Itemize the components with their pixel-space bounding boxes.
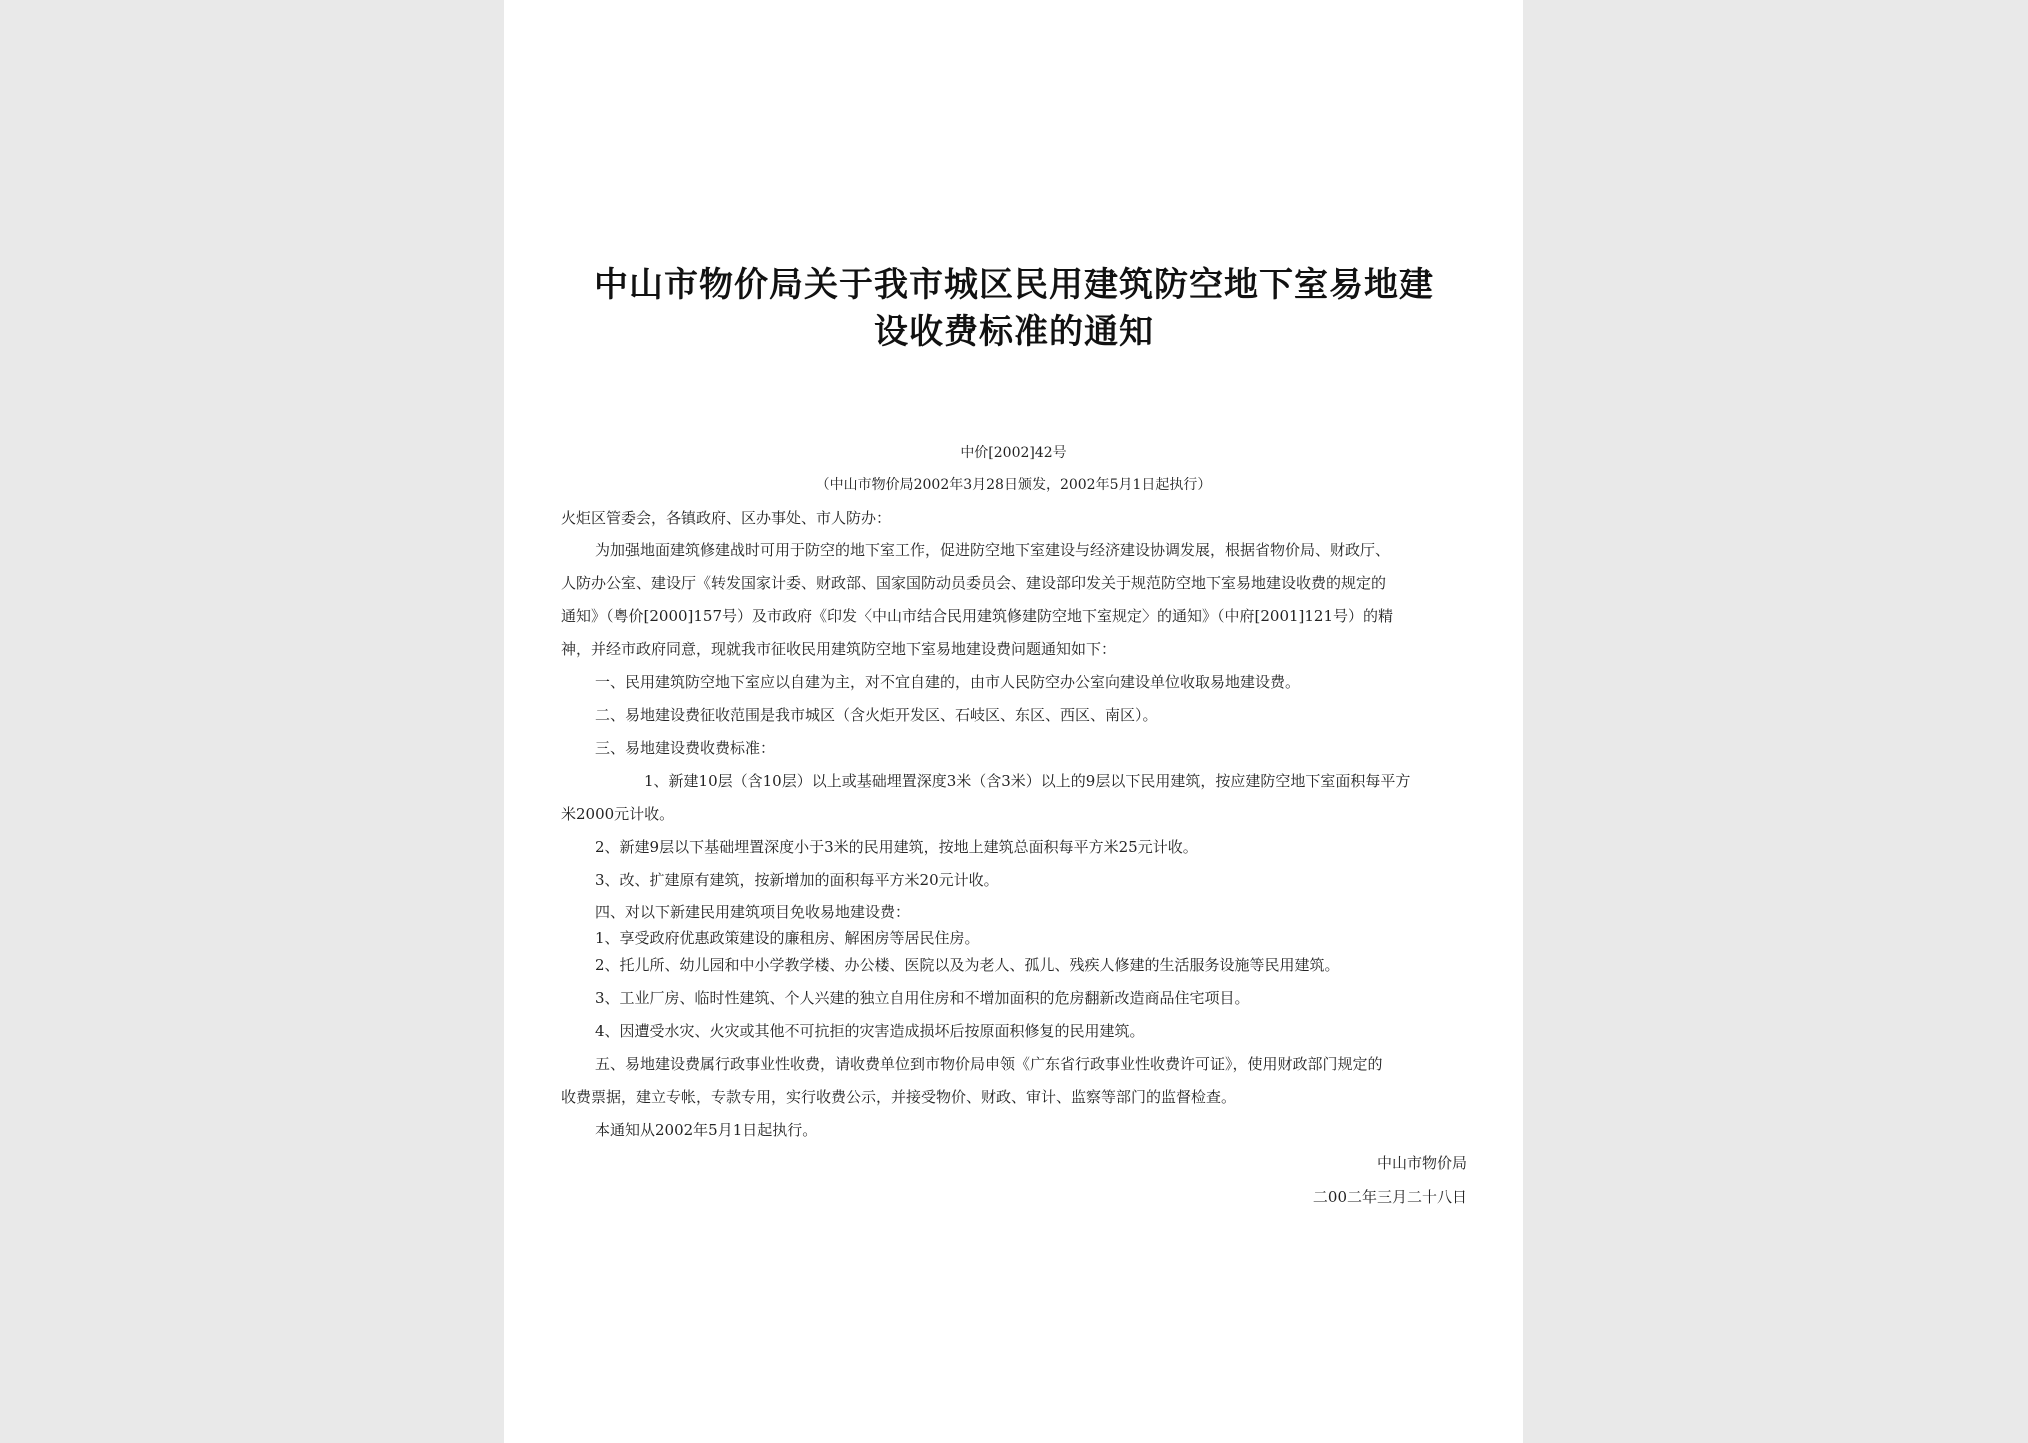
clause-5-line: 收费票据，建立专帐，专款专用，实行收费公示，并接受物价、财政、审计、监察等部门的监督检查。	[561, 1088, 1237, 1106]
clause-2: 二、易地建设费征收范围是我市城区（含火炬开发区、石岐区、东区、西区、南区）。	[595, 706, 1158, 724]
clause-5-line: 五、易地建设费属行政事业性收费，请收费单位到市物价局申领《广东省行政事业性收费许可证》，使用财政部门规定的	[595, 1055, 1383, 1073]
clause-3-3: 3、改、扩建原有建筑，按新增加的面积每平方米20元计收。	[595, 871, 999, 889]
title-line-1: 中山市物价局关于我市城区民用建筑防空地下室易地建	[594, 265, 1434, 305]
preamble-line: 为加强地面建筑修建战时可用于防空的地下室工作，促进防空地下室建设与经济建设协调发展，根据省物价局、财政厅、	[595, 541, 1391, 559]
clause-1: 一、民用建筑防空地下室应以自建为主，对不宜自建的，由市人民防空办公室向建设单位收取易地建设费。	[595, 673, 1301, 691]
clause-4: 四、对以下新建民用建筑项目免收易地建设费：	[595, 903, 911, 921]
preamble-line: 人防办公室、建设厅《转发国家计委、财政部、国家国防动员委员会、建设部印发关于规范防空地下室易地建设收费的规定的	[561, 574, 1387, 592]
preamble-line: 神，并经市政府同意，现就我市征收民用建筑防空地下室易地建设费问题通知如下：	[561, 640, 1117, 658]
document-page	[504, 0, 1523, 1443]
preamble-line: 通知》（粤价[2000]157号）及市政府《印发〈中山市结合民用建筑修建防空地下室规定〉的通知》（中府[2001]121号）的精	[561, 607, 1394, 625]
clause-4-4: 4、因遭受水灾、火灾或其他不可抗拒的灾害造成损坏后按原面积修复的民用建筑。	[595, 1022, 1145, 1040]
effective-date-note: 本通知从2002年5月1日起执行。	[595, 1121, 818, 1139]
clause-3-1-line: 米2000元计收。	[561, 805, 675, 823]
clause-3: 三、易地建设费收费标准：	[595, 739, 776, 757]
clause-4-1: 1、享受政府优惠政策建设的廉租房、解困房等居民住房。	[595, 929, 980, 947]
issue-date: 二00二年三月二十八日	[1312, 1188, 1467, 1206]
clause-4-2: 2、托儿所、幼儿园和中小学教学楼、办公楼、医院以及为老人、孤儿、残疾人修建的生活服务设施等民用建筑。	[595, 956, 1340, 974]
addressee: 火炬区管委会，各镇政府、区办事处、市人防办：	[561, 509, 892, 527]
issuer-signature: 中山市物价局	[1376, 1154, 1467, 1172]
issue-note: （中山市物价局2002年3月28日颁发，2002年5月1日起执行）	[815, 477, 1212, 493]
title-line-2: 设收费标准的通知	[874, 312, 1154, 352]
document-number: 中价[2002]42号	[960, 445, 1067, 461]
clause-3-1-line: 1、新建10层（含10层）以上或基础埋置深度3米（含3米）以上的9层以下民用建筑，按应建防空地下室面积每平方	[644, 772, 1411, 790]
document-title	[564, 262, 1464, 356]
clause-3-2: 2、新建9层以下基础埋置深度小于3米的民用建筑，按地上建筑总面积每平方米25元计收。	[595, 838, 1198, 856]
clause-4-3: 3、工业厂房、临时性建筑、个人兴建的独立自用住房和不增加面积的危房翻新改造商品住宅项目。	[595, 989, 1250, 1007]
